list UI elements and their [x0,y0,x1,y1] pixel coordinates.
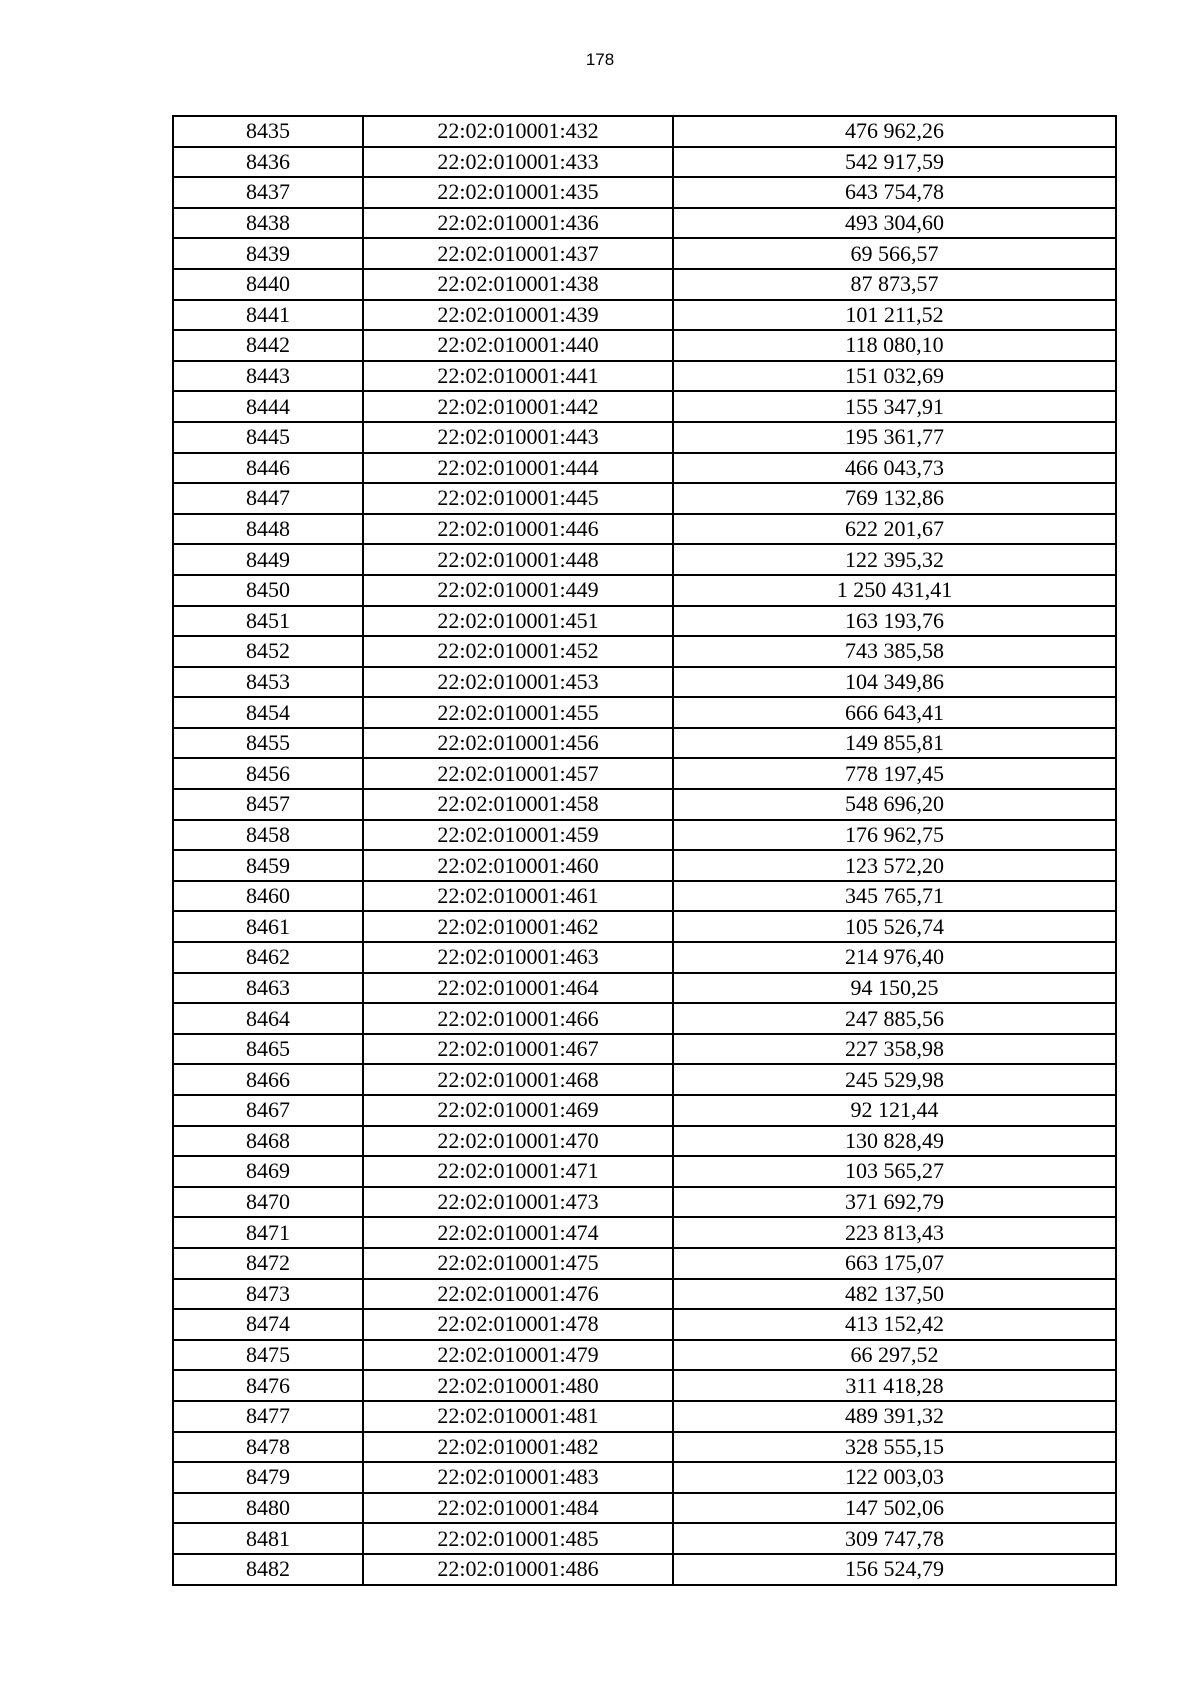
row-number-cell: 8480 [173,1493,363,1524]
cadastral-number-cell: 22:02:010001:457 [363,758,673,789]
cadastral-value-cell: 122 003,03 [673,1462,1116,1493]
cadastral-value-cell: 548 696,20 [673,789,1116,820]
table-row [173,1554,1116,1585]
row-number-cell: 8455 [173,728,363,759]
row-number-cell: 8440 [173,269,363,300]
cadastral-value-cell: 466 043,73 [673,453,1116,484]
row-number-cell: 8479 [173,1462,363,1493]
table-row [173,942,1116,973]
row-number-cell: 8462 [173,942,363,973]
cadastral-value-cell: 622 201,67 [673,514,1116,545]
cadastral-value-cell: 176 962,75 [673,820,1116,851]
table-row [173,606,1116,637]
cadastral-value-table [172,115,1117,1586]
cadastral-value-cell: 103 565,27 [673,1156,1116,1187]
cadastral-number-cell: 22:02:010001:478 [363,1309,673,1340]
cadastral-value-cell: 118 080,10 [673,330,1116,361]
cadastral-number-cell: 22:02:010001:485 [363,1523,673,1554]
table-row [173,453,1116,484]
row-number-cell: 8449 [173,544,363,575]
cadastral-value-cell: 151 032,69 [673,361,1116,392]
row-number-cell: 8445 [173,422,363,453]
cadastral-number-cell: 22:02:010001:479 [363,1340,673,1371]
cadastral-number-cell: 22:02:010001:435 [363,177,673,208]
cadastral-value-cell: 1 250 431,41 [673,575,1116,606]
cadastral-number-cell: 22:02:010001:459 [363,820,673,851]
cadastral-number-cell: 22:02:010001:471 [363,1156,673,1187]
cadastral-value-cell: 104 349,86 [673,667,1116,698]
table-row [173,575,1116,606]
cadastral-value-cell: 223 813,43 [673,1217,1116,1248]
cadastral-value-cell: 163 193,76 [673,606,1116,637]
row-number-cell: 8457 [173,789,363,820]
row-number-cell: 8471 [173,1217,363,1248]
table-row [173,330,1116,361]
table-row [173,636,1116,667]
cadastral-number-cell: 22:02:010001:440 [363,330,673,361]
table-row [173,208,1116,239]
cadastral-value-cell: 542 917,59 [673,147,1116,178]
cadastral-number-cell: 22:02:010001:449 [363,575,673,606]
table-row [173,147,1116,178]
cadastral-value-cell: 69 566,57 [673,238,1116,269]
cadastral-value-cell: 92 121,44 [673,1095,1116,1126]
cadastral-value-cell: 666 643,41 [673,697,1116,728]
cadastral-number-cell: 22:02:010001:473 [363,1187,673,1218]
cadastral-number-cell: 22:02:010001:445 [363,483,673,514]
row-number-cell: 8450 [173,575,363,606]
cadastral-number-cell: 22:02:010001:483 [363,1462,673,1493]
row-number-cell: 8453 [173,667,363,698]
cadastral-number-cell: 22:02:010001:439 [363,300,673,331]
table-row [173,1064,1116,1095]
table-row [173,1156,1116,1187]
row-number-cell: 8460 [173,881,363,912]
cadastral-value-cell: 489 391,32 [673,1401,1116,1432]
cadastral-value-cell: 345 765,71 [673,881,1116,912]
row-number-cell: 8444 [173,391,363,422]
cadastral-number-cell: 22:02:010001:481 [363,1401,673,1432]
row-number-cell: 8470 [173,1187,363,1218]
table-row [173,1279,1116,1310]
cadastral-value-cell: 413 152,42 [673,1309,1116,1340]
cadastral-value-cell: 769 132,86 [673,483,1116,514]
cadastral-value-cell: 743 385,58 [673,636,1116,667]
table-body [173,116,1116,1585]
table-row [173,361,1116,392]
row-number-cell: 8442 [173,330,363,361]
cadastral-number-cell: 22:02:010001:453 [363,667,673,698]
table-row [173,300,1116,331]
row-number-cell: 8475 [173,1340,363,1371]
table-row [173,850,1116,881]
row-number-cell: 8446 [173,453,363,484]
row-number-cell: 8469 [173,1156,363,1187]
row-number-cell: 8473 [173,1279,363,1310]
table-row [173,728,1116,759]
cadastral-number-cell: 22:02:010001:469 [363,1095,673,1126]
cadastral-number-cell: 22:02:010001:456 [363,728,673,759]
cadastral-number-cell: 22:02:010001:470 [363,1126,673,1157]
table-row [173,1095,1116,1126]
cadastral-value-cell: 227 358,98 [673,1034,1116,1065]
cadastral-number-cell: 22:02:010001:448 [363,544,673,575]
cadastral-number-cell: 22:02:010001:446 [363,514,673,545]
cadastral-value-cell: 101 211,52 [673,300,1116,331]
cadastral-value-cell: 155 347,91 [673,391,1116,422]
table-row [173,881,1116,912]
table-row [173,116,1116,147]
row-number-cell: 8478 [173,1432,363,1463]
cadastral-number-cell: 22:02:010001:444 [363,453,673,484]
row-number-cell: 8456 [173,758,363,789]
cadastral-value-cell: 311 418,28 [673,1370,1116,1401]
table-row [173,1309,1116,1340]
cadastral-number-cell: 22:02:010001:468 [363,1064,673,1095]
table-row [173,1432,1116,1463]
row-number-cell: 8451 [173,606,363,637]
table-row [173,911,1116,942]
cadastral-value-cell: 94 150,25 [673,973,1116,1004]
cadastral-value-cell: 371 692,79 [673,1187,1116,1218]
cadastral-value-cell: 122 395,32 [673,544,1116,575]
cadastral-number-cell: 22:02:010001:438 [363,269,673,300]
cadastral-number-cell: 22:02:010001:443 [363,422,673,453]
row-number-cell: 8468 [173,1126,363,1157]
table-row [173,269,1116,300]
table-row [173,758,1116,789]
cadastral-value-cell: 66 297,52 [673,1340,1116,1371]
table-row [173,1187,1116,1218]
row-number-cell: 8474 [173,1309,363,1340]
cadastral-value-cell: 156 524,79 [673,1554,1116,1585]
cadastral-number-cell: 22:02:010001:433 [363,147,673,178]
row-number-cell: 8466 [173,1064,363,1095]
table-row [173,820,1116,851]
row-number-cell: 8437 [173,177,363,208]
row-number-cell: 8482 [173,1554,363,1585]
table-row [173,483,1116,514]
cadastral-value-cell: 130 828,49 [673,1126,1116,1157]
cadastral-value-cell: 147 502,06 [673,1493,1116,1524]
cadastral-value-cell: 663 175,07 [673,1248,1116,1279]
table-row [173,1340,1116,1371]
row-number-cell: 8467 [173,1095,363,1126]
table-row [173,422,1116,453]
table-row [173,697,1116,728]
row-number-cell: 8461 [173,911,363,942]
table-row [173,1370,1116,1401]
cadastral-number-cell: 22:02:010001:486 [363,1554,673,1585]
row-number-cell: 8438 [173,208,363,239]
cadastral-value-cell: 149 855,81 [673,728,1116,759]
table-row [173,1217,1116,1248]
table-row [173,1034,1116,1065]
cadastral-number-cell: 22:02:010001:451 [363,606,673,637]
cadastral-number-cell: 22:02:010001:432 [363,116,673,147]
cadastral-value-cell: 476 962,26 [673,116,1116,147]
cadastral-number-cell: 22:02:010001:467 [363,1034,673,1065]
cadastral-value-cell: 214 976,40 [673,942,1116,973]
cadastral-number-cell: 22:02:010001:475 [363,1248,673,1279]
cadastral-value-cell: 493 304,60 [673,208,1116,239]
row-number-cell: 8435 [173,116,363,147]
row-number-cell: 8443 [173,361,363,392]
table-row [173,789,1116,820]
row-number-cell: 8465 [173,1034,363,1065]
row-number-cell: 8458 [173,820,363,851]
cadastral-number-cell: 22:02:010001:442 [363,391,673,422]
cadastral-value-cell: 245 529,98 [673,1064,1116,1095]
cadastral-number-cell: 22:02:010001:458 [363,789,673,820]
row-number-cell: 8476 [173,1370,363,1401]
table-row [173,1248,1116,1279]
row-number-cell: 8452 [173,636,363,667]
cadastral-value-cell: 87 873,57 [673,269,1116,300]
table-row [173,238,1116,269]
cadastral-number-cell: 22:02:010001:461 [363,881,673,912]
cadastral-number-cell: 22:02:010001:466 [363,1003,673,1034]
cadastral-value-cell: 778 197,45 [673,758,1116,789]
table-row [173,1003,1116,1034]
cadastral-number-cell: 22:02:010001:436 [363,208,673,239]
table-row [173,973,1116,1004]
cadastral-value-cell: 482 137,50 [673,1279,1116,1310]
cadastral-value-cell: 123 572,20 [673,850,1116,881]
cadastral-number-cell: 22:02:010001:455 [363,697,673,728]
cadastral-number-cell: 22:02:010001:437 [363,238,673,269]
cadastral-number-cell: 22:02:010001:460 [363,850,673,881]
table-row [173,1523,1116,1554]
table-row [173,1401,1116,1432]
cadastral-value-cell: 643 754,78 [673,177,1116,208]
row-number-cell: 8439 [173,238,363,269]
table-row [173,1493,1116,1524]
page-number: 178 [585,50,615,69]
cadastral-value-cell: 309 747,78 [673,1523,1116,1554]
cadastral-number-cell: 22:02:010001:452 [363,636,673,667]
row-number-cell: 8463 [173,973,363,1004]
row-number-cell: 8477 [173,1401,363,1432]
cadastral-number-cell: 22:02:010001:463 [363,942,673,973]
row-number-cell: 8447 [173,483,363,514]
table-row [173,1126,1116,1157]
table-row [173,667,1116,698]
row-number-cell: 8441 [173,300,363,331]
cadastral-number-cell: 22:02:010001:462 [363,911,673,942]
row-number-cell: 8454 [173,697,363,728]
cadastral-value-cell: 328 555,15 [673,1432,1116,1463]
table-row [173,1462,1116,1493]
row-number-cell: 8472 [173,1248,363,1279]
table-row [173,514,1116,545]
cadastral-value-cell: 105 526,74 [673,911,1116,942]
table-row [173,177,1116,208]
row-number-cell: 8459 [173,850,363,881]
cadastral-number-cell: 22:02:010001:474 [363,1217,673,1248]
cadastral-number-cell: 22:02:010001:464 [363,973,673,1004]
table-row [173,391,1116,422]
cadastral-number-cell: 22:02:010001:480 [363,1370,673,1401]
table-row [173,544,1116,575]
row-number-cell: 8436 [173,147,363,178]
cadastral-number-cell: 22:02:010001:482 [363,1432,673,1463]
row-number-cell: 8481 [173,1523,363,1554]
cadastral-number-cell: 22:02:010001:441 [363,361,673,392]
cadastral-number-cell: 22:02:010001:484 [363,1493,673,1524]
cadastral-value-cell: 195 361,77 [673,422,1116,453]
row-number-cell: 8448 [173,514,363,545]
cadastral-value-cell: 247 885,56 [673,1003,1116,1034]
cadastral-number-cell: 22:02:010001:476 [363,1279,673,1310]
row-number-cell: 8464 [173,1003,363,1034]
